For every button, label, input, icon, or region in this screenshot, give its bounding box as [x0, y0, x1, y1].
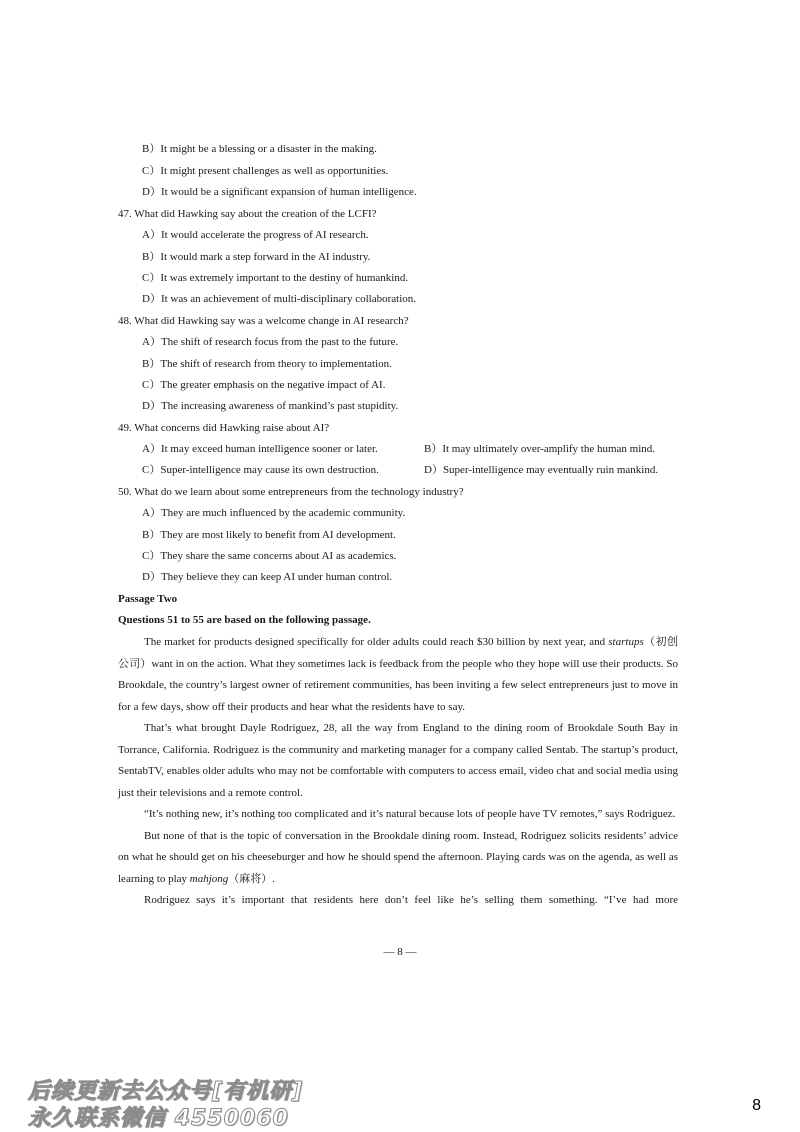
q47-option-d: D）It was an achievement of multi-disciplinary collaboration.	[142, 293, 417, 305]
q50-option-d: D）They believe they can keep AI under human control.	[142, 571, 393, 583]
passage-subtitle: Questions 51 to 55 are based on the following passage.	[118, 614, 371, 626]
q50-option-b: B）They are most likely to benefit from AI development.	[142, 529, 396, 541]
q46-option-d: D）It would be a significant expansion of human intelligence.	[142, 186, 417, 198]
paragraph-3: “It’s nothing new, it’s nothing too complicated and it’s natural because lots of people have TV remotes,” says Rodriguez.	[144, 808, 676, 820]
paragraph-4-part-a: But none of that is the topic of conversation in the Brookdale dining room. Instead, Rodriguez solicits residents’ advice on what he should get on his cheeseburger and how he should spend the afternoon. Playing cards was on the agenda, as well as learning to play	[118, 829, 678, 885]
q50-option-a: A）They are much influenced by the academic community.	[142, 507, 406, 519]
q47-option-c: C）It was extremely important to the destiny of humankind.	[142, 272, 409, 284]
paragraph-5: Rodriguez says it’s important that residents here don’t feel like he’s selling them something. “I’ve had more	[144, 894, 678, 906]
page-number: 8	[752, 1097, 761, 1114]
page-footer: — 8 —	[383, 946, 417, 958]
q47-question: 47. What did Hawking say about the creation of the LCFI?	[118, 208, 377, 220]
paragraph-1-part-b: （初创公司）want in on the action. What they sometimes lack is feedback from the people who they hope will use their products. So Brookdale, the country’s largest owner of retirement communities, has been inviting a few select entrepreneurs just to move in for a few days, show off their products and hear what the residents have to say.	[118, 636, 679, 713]
paragraph-4-italic: mahjong	[189, 872, 229, 885]
q46-option-b: B）It might be a blessing or a disaster in the making.	[142, 143, 377, 155]
passage-title: Passage Two	[118, 593, 178, 605]
q49-question: 49. What concerns did Hawking raise about AI?	[118, 422, 330, 434]
paragraph-1-italic: startups	[608, 636, 644, 648]
q48-question: 48. What did Hawking say was a welcome change in AI research?	[118, 315, 409, 327]
q48-option-d: D）The increasing awareness of mankind’s past stupidity.	[142, 400, 399, 412]
q47-option-b: B）It would mark a step forward in the AI industry.	[142, 251, 371, 263]
q49-option-d: D）Super-intelligence may eventually ruin mankind.	[424, 464, 659, 476]
paragraph-4-part-b: （麻将）.	[228, 872, 276, 885]
q49-option-b: B）It may ultimately over-amplify the human mind.	[424, 443, 656, 455]
q47-option-a: A）It would accelerate the progress of AI research.	[142, 229, 369, 241]
watermark-line-1: 后续更新去公众号[有机研]	[28, 1079, 304, 1104]
paragraph-4	[118, 826, 678, 891]
paragraph-1-part-a: The market for products designed specifically for older adults could reach $30 billion by next year, and	[144, 636, 609, 648]
watermark	[28, 1078, 303, 1132]
q48-option-c: C）The greater emphasis on the negative impact of AI.	[142, 379, 386, 391]
q50-question: 50. What do we learn about some entrepreneurs from the technology industry?	[118, 486, 464, 498]
q46-option-c: C）It might present challenges as well as opportunities.	[142, 165, 389, 177]
passage-body	[118, 632, 678, 912]
q49-option-c: C）Super-intelligence may cause its own destruction.	[142, 464, 379, 476]
q48-option-b: B）The shift of research from theory to implementation.	[142, 358, 392, 370]
paragraph-1	[118, 632, 678, 718]
q50-option-c: C）They share the same concerns about AI as academics.	[142, 550, 397, 562]
paragraph-2: That’s what brought Dayle Rodriguez, 28, all the way from England to the dining room of Brookdale South Bay in Torrance, California. Rodriguez is the community and marketing manager for a company called Sentab. The startup’s product, SentabTV, enables older adults who may not be comfortable with computers to access email, video chat and social media using just their televisions and a remote control.	[118, 722, 678, 799]
watermark-line-2: 永久联系微信 4550060	[28, 1106, 289, 1131]
q49-option-a: A）It may exceed human intelligence sooner or later.	[142, 443, 378, 455]
q48-option-a: A）The shift of research focus from the past to the future.	[142, 336, 399, 348]
